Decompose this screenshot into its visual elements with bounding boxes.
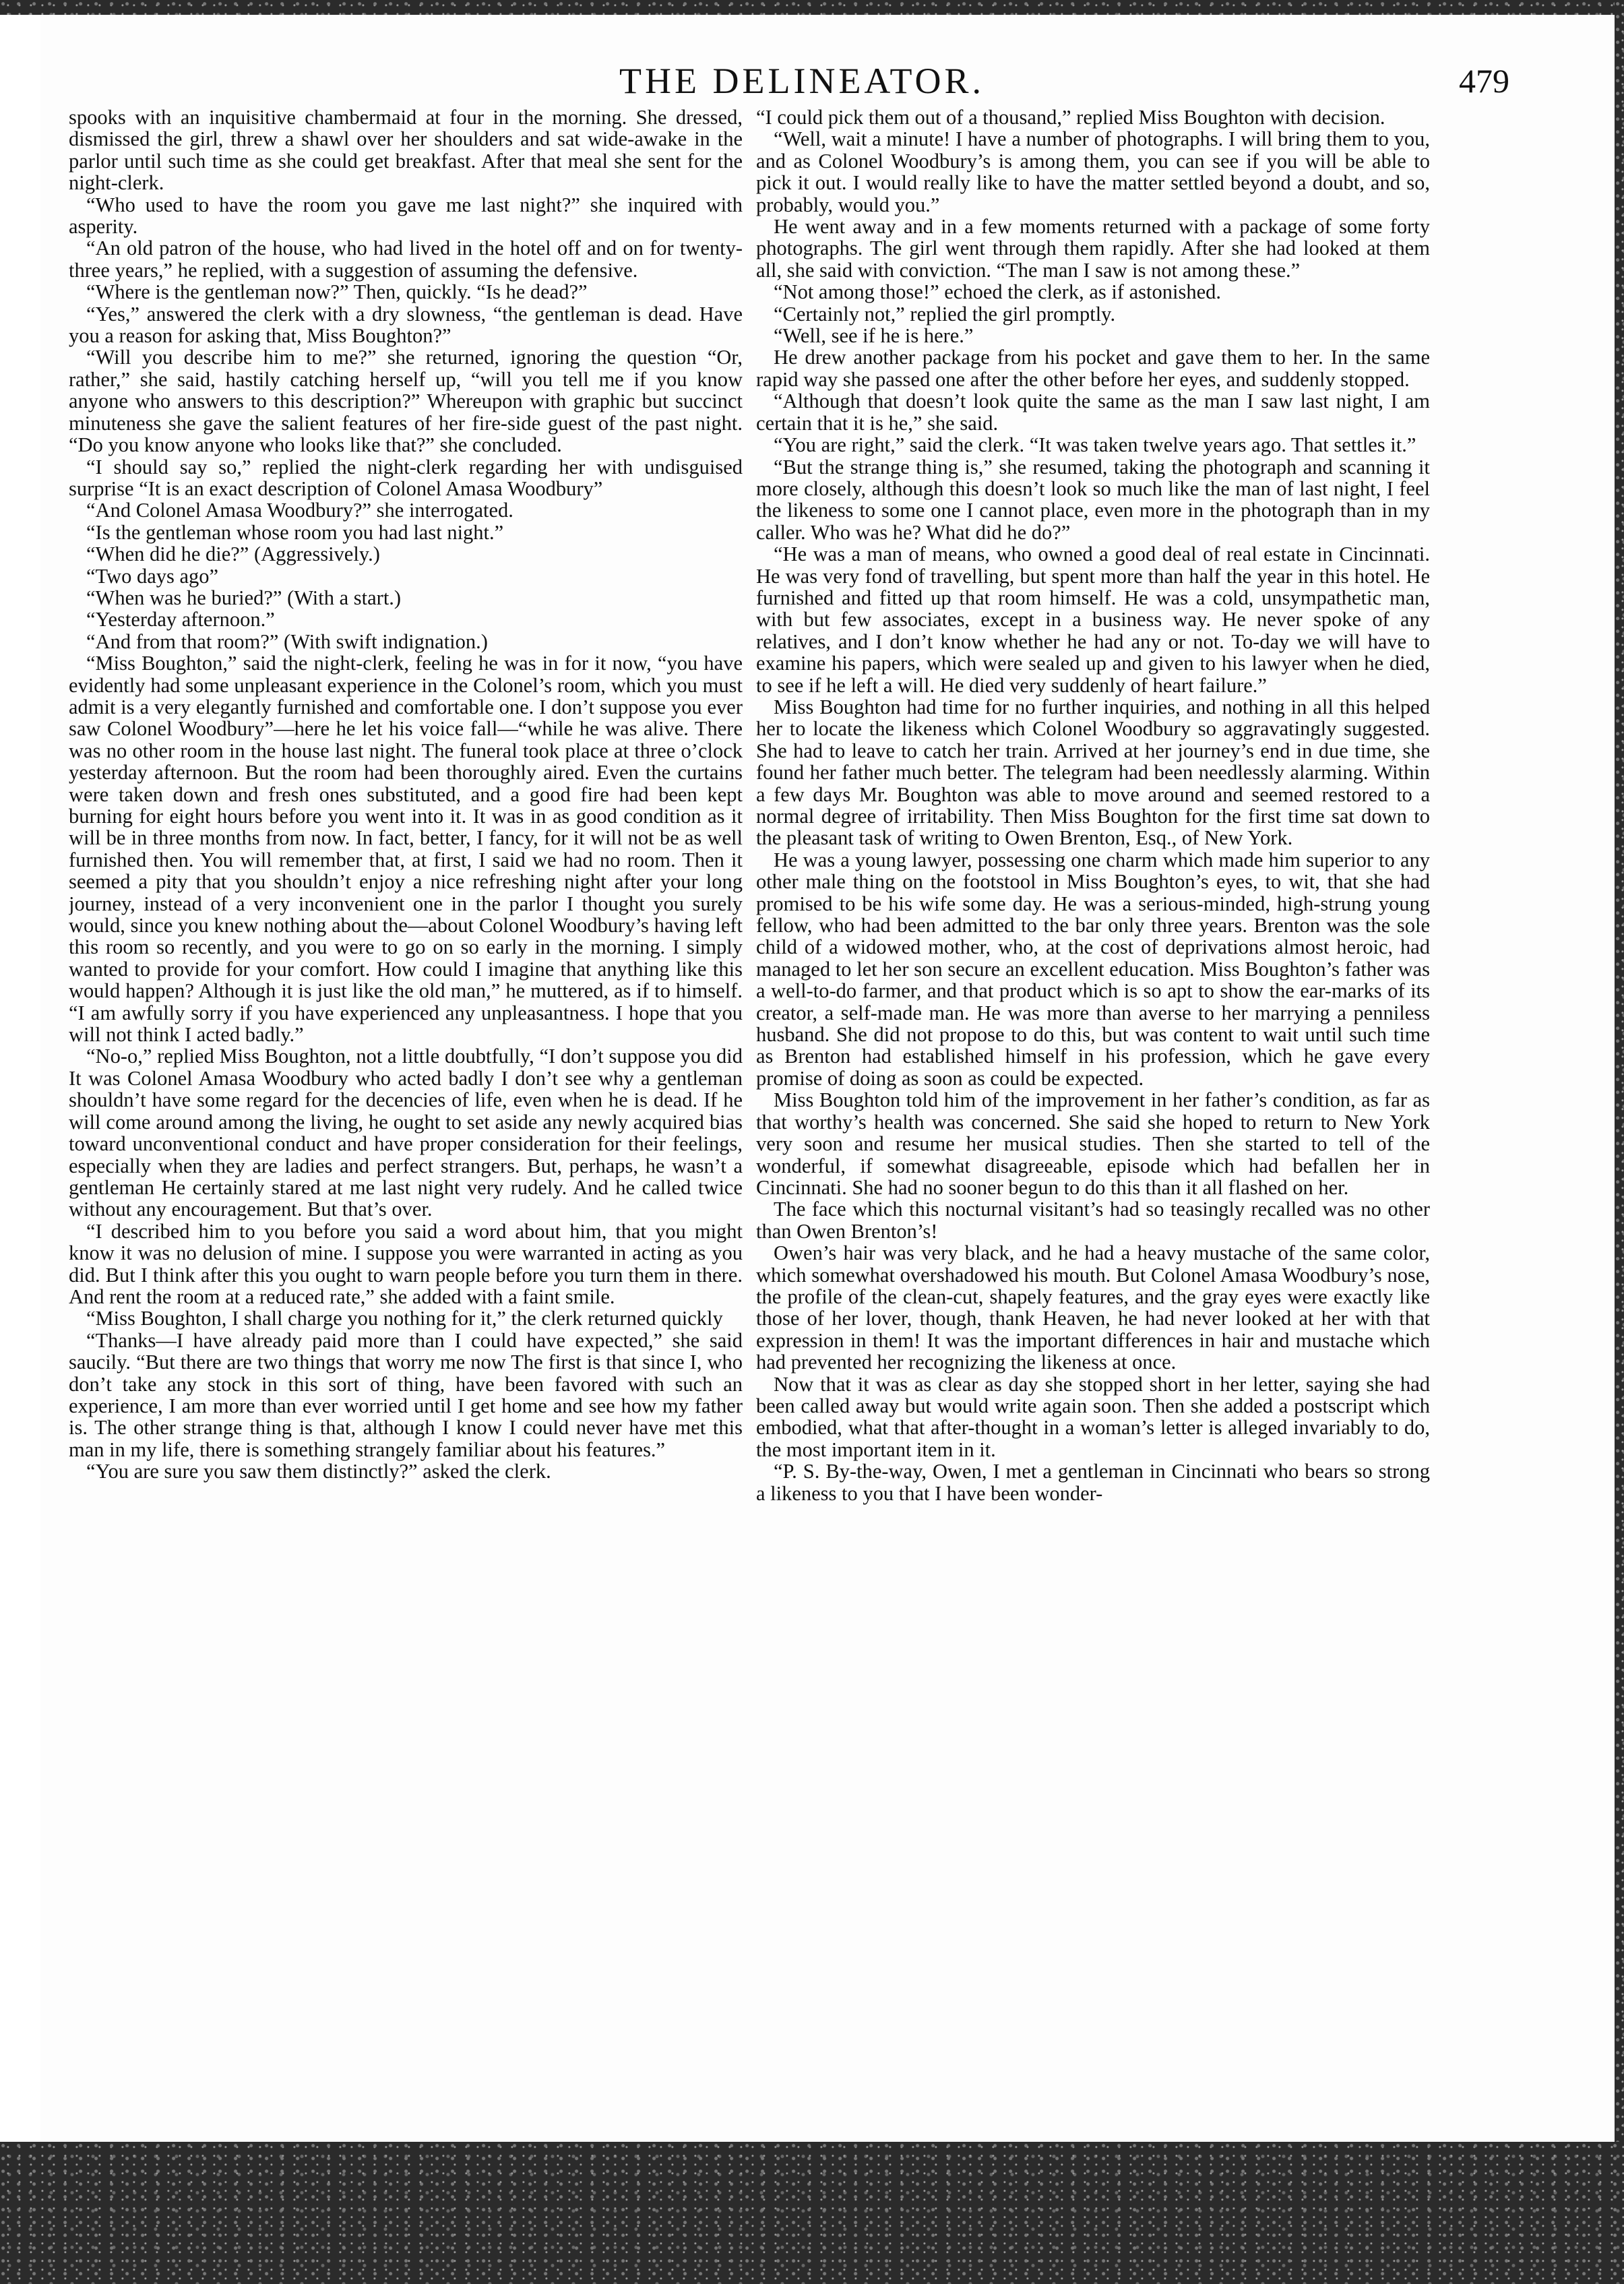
paragraph: “I could pick them out of a thousand,” replied Miss Boughton with decision. <box>756 106 1385 129</box>
page <box>40 15 1615 2142</box>
paragraph: “Miss Boughton,” said the night-clerk, feeling he was in for it now, “you have evidently had some unpleasant experience in the Colonel’s room, which you must admit is a very elegantly furnished and comfortable one. I don’t suppose you ever saw Colonel Woodbury”—here he let his voice fall—“while he was alive. There was no other room in the house last night. The funeral took place at three o’clock yesterday afternoon. But the room had been thoroughly aired. Even the curtains were taken down and fresh ones substituted, and a good fire had been kept burning for eight hours before you went into it. It was in as good condition as it will be in three months from now. In fact, better, I fancy, for it will not be as well furnished then. You will remember that, at first, I said we had no room. Then it seemed a pity that you shouldn’t enjoy a nice refreshing night after your long journey, instead of a very inconvenient one in the parlor I thought you surely would, since you knew nothing about the—about Colonel Woodbury’s having left this room so recently, and you were to go on so early in the morning. I simply wanted to provide for your comfort. How could I imagine that anything like this would happen? Although it is just like the old man,” he muttered, as if to himself. “I am awfully sorry if you have experienced any unpleasantness. I hope that you will not think I acted badly.” <box>69 652 743 1047</box>
paragraph: “Although that doesn’t look quite the same as the man I saw last night, I am certain that it is he,” she said. <box>756 390 1430 435</box>
paragraph: “And from that room?” (With swift indignation.) <box>86 629 488 653</box>
paragraph: “Will you describe him to me?” she returned, ignoring the question “Or, rather,” she said, hastily catching herself up, “will you tell me if you know anyone who answers to this description?” Whereupon with graphic but succinct minuteness she gave the salient features of her fire-side guest of the past night. “Do you know anyone who looks like that?” she concluded. <box>69 346 743 457</box>
paragraph: “P. S. By-the-way, Owen, I met a gentleman in Cincinnati who bears so strong a likeness to you that I have been wonder- <box>756 1460 1430 1505</box>
paragraph: “Is the gentleman whose room you had last night.” <box>86 520 504 544</box>
paragraph: “I should say so,” replied the night-clerk regarding her with undisguised surprise “It is an exact description of Colonel Amasa Woodbury” <box>69 455 743 500</box>
paragraph: “Yes,” answered the clerk with a dry slowness, “the gentleman is dead. Have you a reason for asking that, Miss Boughton?” <box>69 302 743 348</box>
paragraph: “But the strange thing is,” she resumed, taking the photograph and scanning it more closely, although this doesn’t look so much like the man of last night, I feel the likeness to some one I cannot place, even more in the photograph than in my caller. Who was he? What did he do?” <box>756 455 1430 544</box>
paragraph: “Miss Boughton, I shall charge you nothing for it,” the clerk returned quickly <box>86 1307 723 1330</box>
paragraph: “Thanks—I have already paid more than I could have expected,” she said saucily. “But there are two things that worry me now The first is that since I, who don’t take any stock in this sort of thing, have been favored with such an experience, I am more than ever worried until I get home and see how my father is. The other strange thing is that, although I know I could never have met this man in my life, there is something strangely familiar about his features.” <box>69 1328 743 1461</box>
paragraph: “An old patron of the house, who had lived in the hotel off and on for twenty-three years,” he replied, with a suggestion of assuming the defensive. <box>69 237 743 282</box>
paragraph: Miss Boughton told him of the improvement in her father’s condition, as far as that worthy’s health was concerned. She said she hoped to return to New York very soon and resume her musical studies. Then she started to tell of the wonderful, if somewhat disagreeable, episode which had befallen her in Cincinnati. She had no sooner begun to do this than it all flashed on her. <box>756 1088 1430 1199</box>
right-column <box>756 106 1430 2054</box>
paragraph: Owen’s hair was very black, and he had a heavy mustache of the same color, which somewhat overshadowed his mouth. But Colonel Amasa Woodbury’s nose, the profile of the clean-cut, shapely features, and the gray eyes were exactly like those of her lover, though, thank Heaven, he had never looked at her with that expression in them! It was the important differences in hair and mustache which had prevented her recognizing the likeness at once. <box>756 1241 1430 1374</box>
paragraph: “When did he die?” (Aggressively.) <box>86 543 380 566</box>
paragraph: “Yesterday afternoon.” <box>86 608 275 631</box>
paragraph: “Well, see if he is here.” <box>774 324 974 348</box>
paragraph: “Not among those!” echoed the clerk, as if astonished. <box>774 280 1222 304</box>
paragraph: “Well, wait a minute! I have a number of photographs. I will bring them to you, and as Colonel Woodbury’s is among them, you can see if you will be able to pick it out. I would really like to have the matter settled beyond a doubt, and so, probably, would you.” <box>756 127 1430 216</box>
paragraph: He went away and in a few moments returned with a package of some forty photographs. The girl went through them rapidly. After she had looked at them all, she said with conviction. “The man I saw is not among these.” <box>756 215 1430 282</box>
scan-border-bottom <box>0 2142 1624 2284</box>
paragraph: He was a young lawyer, possessing one charm which made him superior to any other male thing on the footstool in Miss Boughton’s eyes, to wit, that she had promised to be his wife some day. He was a serious-minded, high-strung young fellow, who had been admitted to the bar only three years. Brenton was the sole child of a widowed mother, who, at the cost of deprivations almost heroic, had managed to let her son secure an excellent education. Miss Boughton’s father was a well-to-do farmer, and that product which is so apt to show the ear-marks of its creator, a self-made man. He was more than averse to her marrying a penniless husband. She did not propose to do this, but was content to wait until such time as Brenton had established himself in his profession, which he gave every promise of doing as soon as could be expected. <box>756 848 1430 1090</box>
paragraph: The face which this nocturnal visitant’s had so teasingly recalled was no other than Owen Brenton’s! <box>756 1198 1430 1243</box>
paragraph: “Who used to have the room you gave me last night?” she inquired with asperity. <box>69 193 743 239</box>
paragraph: Now that it was as clear as day she stopped short in her letter, saying she had been called away but would write again soon. Then she added a postscript which embodied, what that after-thought in a woman’s letter is alleged invariably to do, the most important item in it. <box>756 1372 1430 1461</box>
paragraph: “Two days ago” <box>86 564 219 588</box>
paragraph: Miss Boughton had time for no further inquiries, and nothing in all this helped her to locate the likeness which Colonel Woodbury so aggravatingly suggested. She had to leave to catch her train. Arrived at her journey’s end in due time, she found her father much better. The telegram had been needlessly alarming. Within a few days Mr. Boughton was able to move around and seemed restored to a normal degree of irritability. Then Miss Boughton for the first time sat down to the pleasant task of writing to Owen Brenton, Esq., of New York. <box>756 695 1430 850</box>
paragraph: spooks with an inquisitive chambermaid at four in the morning. She dressed, dismissed the girl, threw a shawl over her shoulders and sat wide-awake in the parlor until such time as she could get breakfast. After that meal she sent for the night-clerk. <box>69 106 743 195</box>
paragraph: “You are sure you saw them distinctly?” asked the clerk. <box>86 1460 551 1483</box>
page-header <box>40 54 1509 108</box>
paragraph: He drew another package from his pocket and gave them to her. In the same rapid way she passed one after the other before her eyes, and suddenly stopped. <box>756 346 1430 391</box>
left-column <box>69 106 743 2054</box>
paragraph: “And Colonel Amasa Woodbury?” she interrogated. <box>86 499 513 522</box>
scan-border-top <box>0 0 1624 15</box>
page-number: 479 <box>1459 62 1509 100</box>
paragraph: “You are right,” said the clerk. “It was taken twelve years ago. That settles it.” <box>774 433 1416 457</box>
paragraph: “He was a man of means, who owned a good deal of real estate in Cincinnati. He was very fond of travelling, but spent more than half the year in this hotel. He furnished and fitted up that room himself. He was a cold, unsympathetic man, with but few associates, except in a business way. He never spoke of any relatives, and I don’t know whether he had any or not. To-day we will have to examine his papers, which were sealed up and given to his lawyer when he died, to see if he left a will. He died very suddenly of heart failure.” <box>756 543 1430 697</box>
paragraph: “I described him to you before you said a word about him, that you might know it was no delusion of mine. I suppose you were warranted in acting as you did. But I think after this you ought to warn people before you turn them in there. And rent the room at a reduced rate,” she added with a faint smile. <box>69 1219 743 1308</box>
scan-border-right <box>1615 0 1624 2284</box>
paragraph: “No-o,” replied Miss Boughton, not a little doubtfully, “I don’t suppose you did It was Colonel Amasa Woodbury who acted badly I don’t see why a gentleman shouldn’t have some regard for the decencies of life, even when he is dead. If he will come around among the living, he ought to set aside any newly acquired bias toward unconventional conduct and have proper consideration for their feelings, especially when they are ladies and perfect strangers. But, perhaps, he wasn’t a gentleman He certainly stared at me last night very rudely. And he called twice without any encouragement. But that’s over. <box>69 1045 743 1221</box>
paragraph: “Certainly not,” replied the girl promptly. <box>774 302 1116 326</box>
paragraph: “Where is the gentleman now?” Then, quickly. “Is he dead?” <box>86 280 588 304</box>
publication-title: THE DELINEATOR. <box>619 61 985 101</box>
paragraph: “When was he buried?” (With a start.) <box>86 586 402 609</box>
